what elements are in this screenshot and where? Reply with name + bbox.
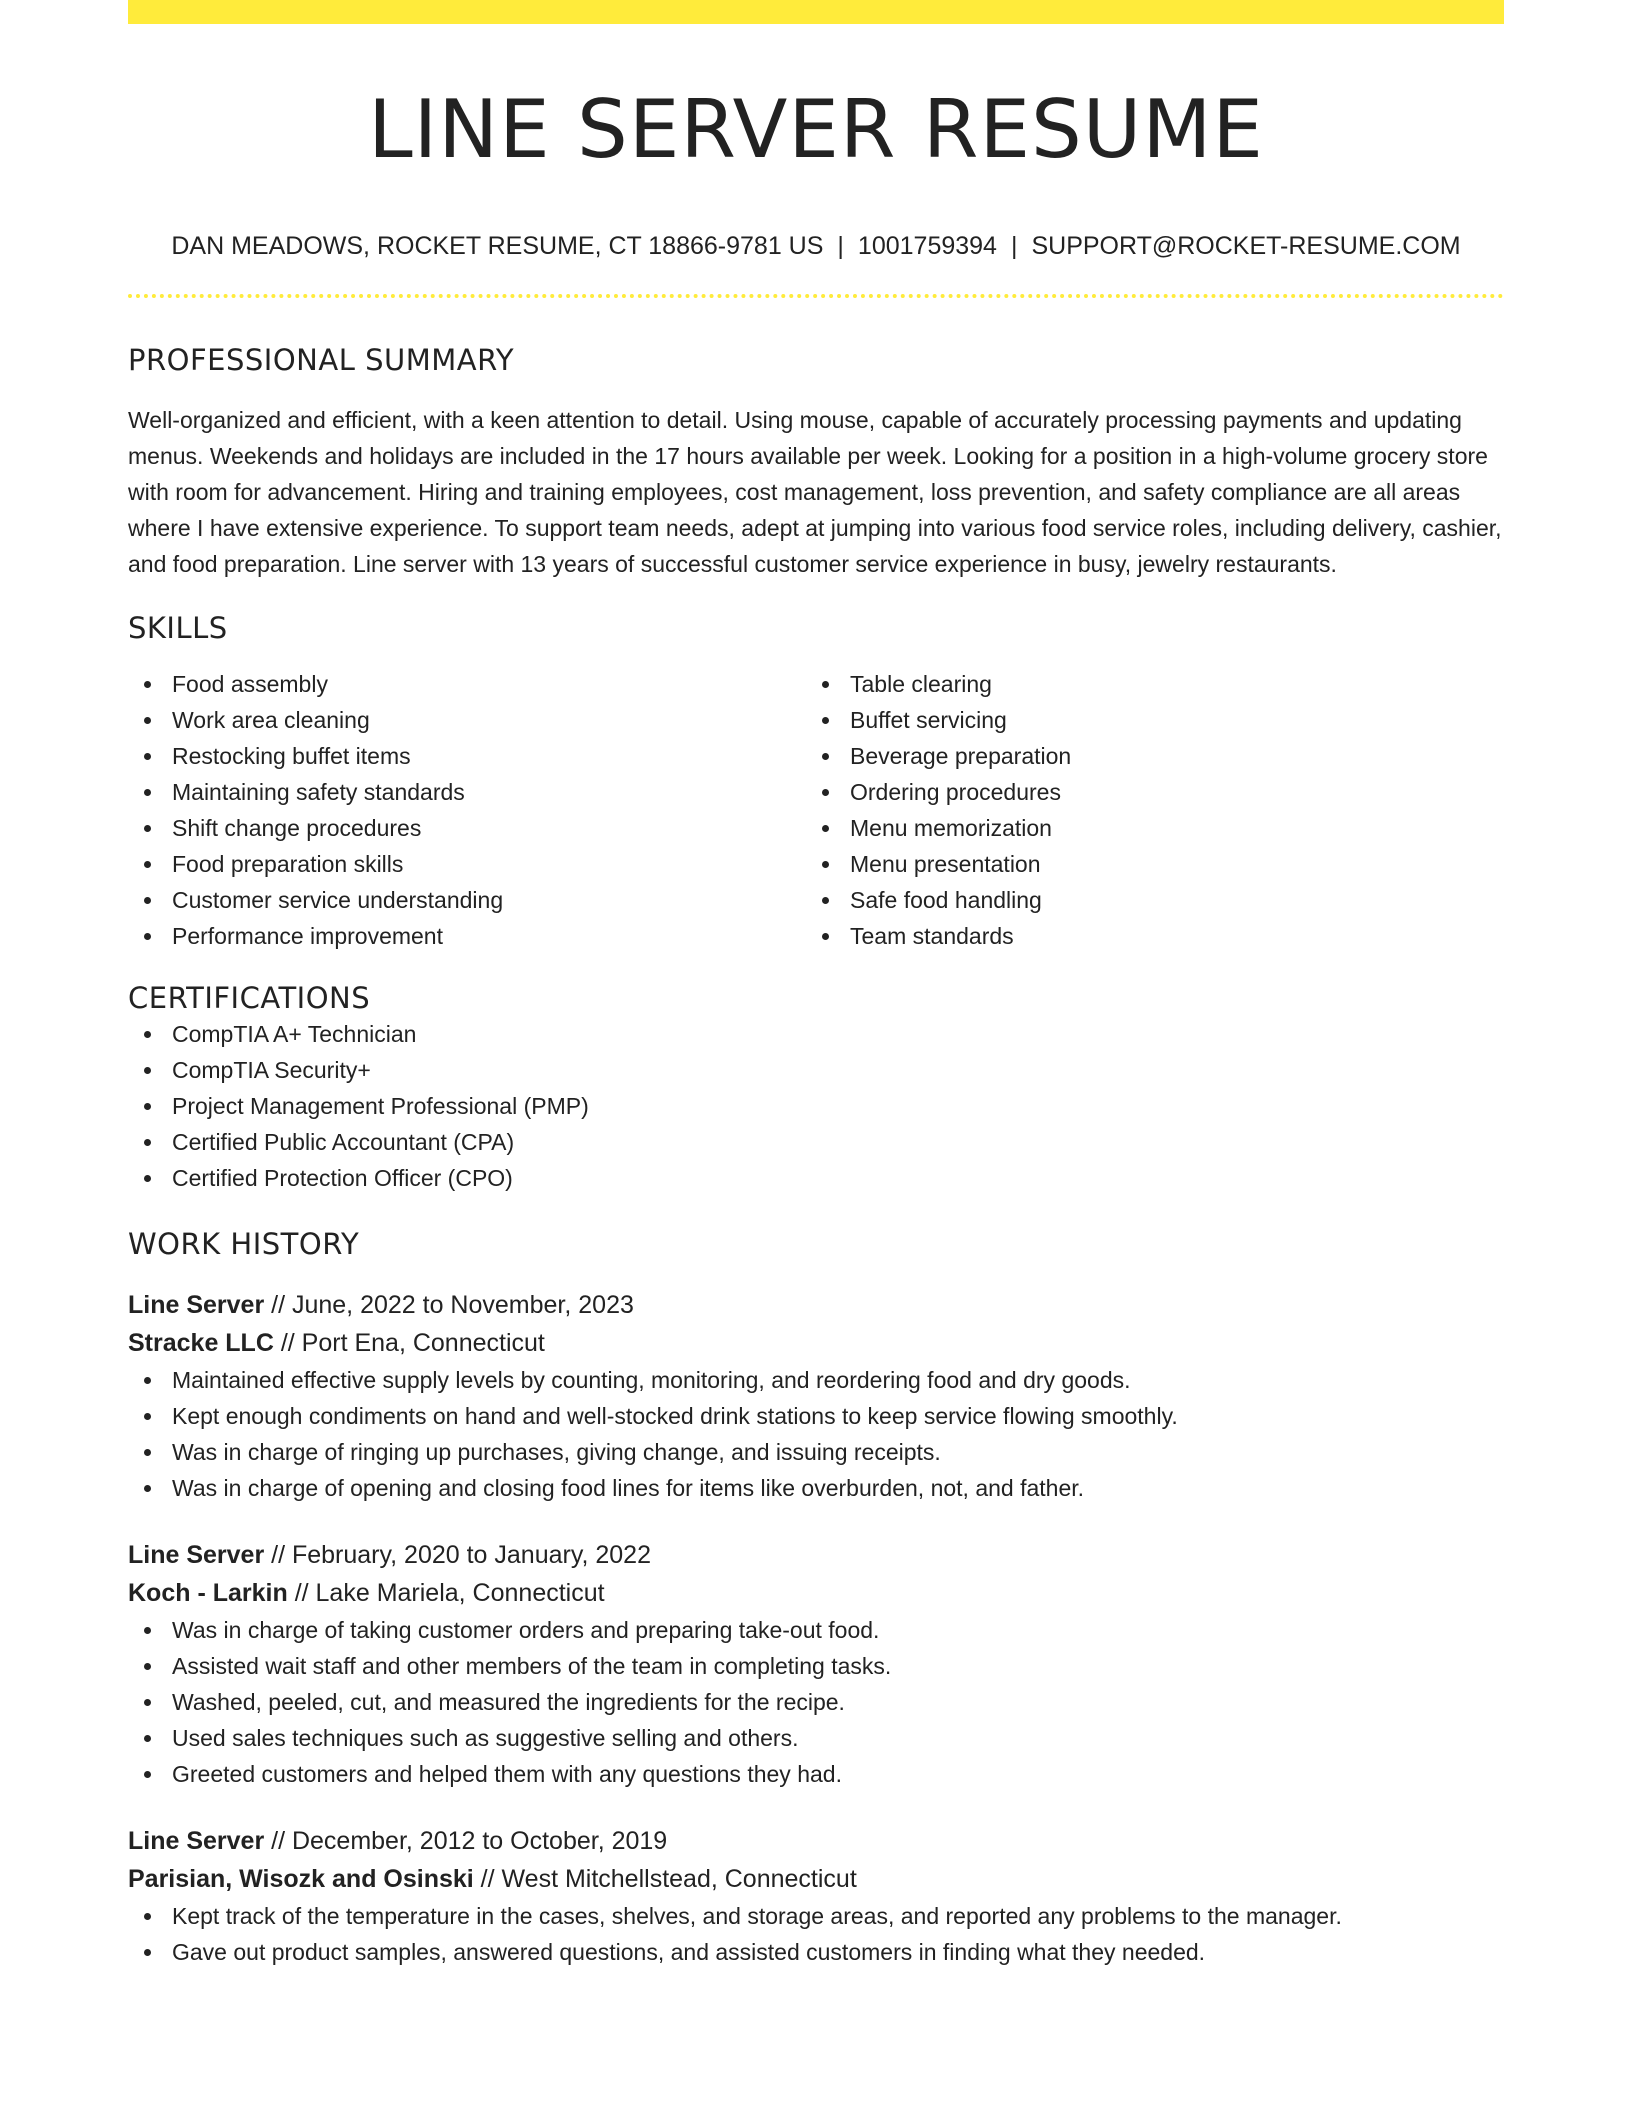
job-duties-list [128, 1612, 1504, 1792]
skill-item: Team standards [806, 918, 1484, 954]
job-title-line [128, 1286, 1504, 1324]
skills-heading: SKILLS [128, 611, 228, 645]
job-dates: // December, 2012 to October, 2019 [264, 1827, 668, 1855]
certification-item: Project Management Professional (PMP) [128, 1088, 1504, 1124]
skill-item: Table clearing [806, 666, 1484, 702]
certifications-list [128, 1016, 1504, 1196]
job-duty-item: Was in charge of ringing up purchases, giving change, and issuing receipts. [128, 1434, 1504, 1470]
contact-email: SUPPORT@ROCKET-RESUME.COM [1031, 232, 1461, 260]
job-entry [128, 1286, 1504, 1506]
skill-item: Work area cleaning [128, 702, 806, 738]
job-dates: // February, 2020 to January, 2022 [264, 1541, 651, 1569]
job-duty-item: Used sales techniques such as suggestive selling and others. [128, 1720, 1504, 1756]
job-location: // Port Ena, Connecticut [273, 1329, 545, 1357]
skill-item: Shift change procedures [128, 810, 806, 846]
skills-right-list [806, 666, 1484, 954]
skills-column-right [806, 666, 1484, 954]
skill-item: Customer service understanding [128, 882, 806, 918]
work-history-list [128, 1286, 1504, 1970]
job-title-line [128, 1822, 1504, 1860]
contact-separator: | [837, 232, 844, 260]
skills-column-left [128, 666, 806, 954]
certifications-heading: CERTIFICATIONS [128, 981, 371, 1015]
skill-item: Ordering procedures [806, 774, 1484, 810]
skill-item: Menu memorization [806, 810, 1484, 846]
contact-line [128, 230, 1504, 262]
dotted-divider [128, 294, 1504, 298]
skill-item: Restocking buffet items [128, 738, 806, 774]
contact-separator: | [1010, 232, 1018, 260]
contact-address: DAN MEADOWS, ROCKET RESUME, CT 18866-9781 US [171, 232, 824, 260]
skill-item: Beverage preparation [806, 738, 1484, 774]
job-duty-item: Assisted wait staff and other members of the team in completing tasks. [128, 1648, 1504, 1684]
job-duties-list [128, 1362, 1504, 1506]
certification-item: Certified Public Accountant (CPA) [128, 1124, 1504, 1160]
job-title: Line Server [128, 1541, 265, 1569]
certification-item: Certified Protection Officer (CPO) [128, 1160, 1504, 1196]
resume-title: LINE SERVER RESUME [368, 83, 1264, 176]
job-title: Line Server [128, 1291, 265, 1319]
job-duty-item: Gave out product samples, answered questions, and assisted customers in finding what they needed. [128, 1934, 1504, 1970]
job-company: Stracke LLC [128, 1329, 274, 1357]
skills-left-list [128, 666, 806, 954]
job-title: Line Server [128, 1827, 265, 1855]
job-dates: // June, 2022 to November, 2023 [264, 1291, 634, 1319]
job-title-line [128, 1536, 1504, 1574]
job-duties-list [128, 1898, 1504, 1970]
contact-phone: 1001759394 [857, 232, 997, 260]
job-entry [128, 1822, 1504, 1970]
job-duty-item: Washed, peeled, cut, and measured the ingredients for the recipe. [128, 1684, 1504, 1720]
job-location: // Lake Mariela, Connecticut [287, 1579, 605, 1607]
job-duty-item: Kept enough condiments on hand and well-stocked drink stations to keep service flowing smoothly. [128, 1398, 1504, 1434]
job-location: // West Mitchellstead, Connecticut [473, 1865, 857, 1893]
work-history-heading: WORK HISTORY [128, 1227, 360, 1261]
job-duty-item: Was in charge of opening and closing food lines for items like overburden, not, and father. [128, 1470, 1504, 1506]
skill-item: Buffet servicing [806, 702, 1484, 738]
job-company: Parisian, Wisozk and Osinski [128, 1865, 474, 1893]
skill-item: Safe food handling [806, 882, 1484, 918]
skill-item: Performance improvement [128, 918, 806, 954]
skill-item: Maintaining safety standards [128, 774, 806, 810]
job-company-line [128, 1574, 1504, 1612]
job-company-line [128, 1324, 1504, 1362]
skill-item: Food preparation skills [128, 846, 806, 882]
certification-item: CompTIA Security+ [128, 1052, 1504, 1088]
skill-item: Menu presentation [806, 846, 1484, 882]
job-entry [128, 1536, 1504, 1792]
job-duty-item: Kept track of the temperature in the cases, shelves, and storage areas, and reported any problems to the manager. [128, 1898, 1504, 1934]
skills-list [128, 666, 1504, 954]
job-company-line [128, 1860, 1504, 1898]
job-company: Koch - Larkin [128, 1579, 288, 1607]
resume-content [128, 24, 1504, 1970]
job-duty-item: Was in charge of taking customer orders and preparing take-out food. [128, 1612, 1504, 1648]
summary-text: Well-organized and efficient, with a keen attention to detail. Using mouse, capable of accurately processing payments and updating menus. Weekends and holidays are included in the 17 hours available per week. Looking for a position in a high-volume grocery store with room for advancement. Hiring and training employees, cost management, loss prevention, and safety compliance are all areas where I have extensive experience. To support team needs, adept at jumping into various food service roles, including delivery, cashier, and food preparation. Line server with 13 years of successful customer service experience in busy, jewelry restaurants. [128, 407, 1502, 577]
job-duty-item: Maintained effective supply levels by counting, monitoring, and reordering food and dry goods. [128, 1362, 1504, 1398]
summary-heading: PROFESSIONAL SUMMARY [128, 343, 515, 377]
job-duty-item: Greeted customers and helped them with any questions they had. [128, 1756, 1504, 1792]
top-accent-bar [128, 0, 1504, 24]
certification-item: CompTIA A+ Technician [128, 1016, 1504, 1052]
skill-item: Food assembly [128, 666, 806, 702]
